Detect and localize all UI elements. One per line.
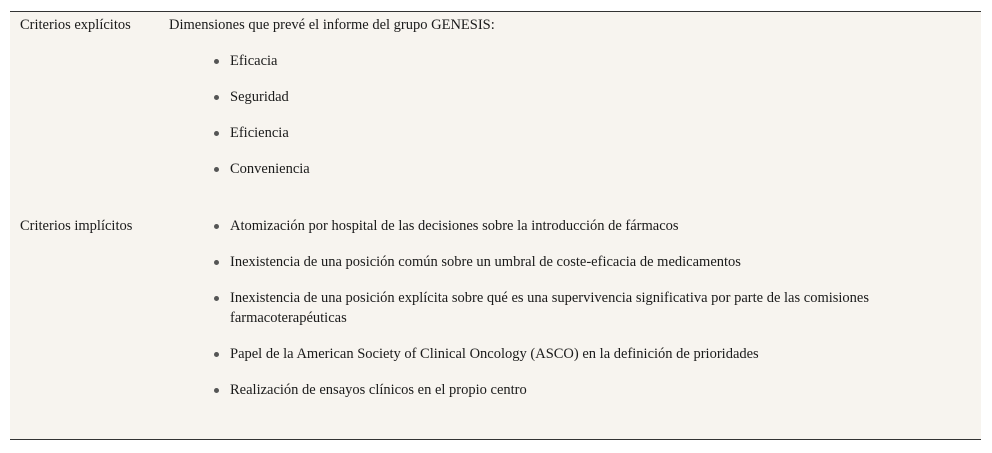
row-intro: Dimensiones que prevé el informe del grupo GENESIS: [169, 17, 495, 33]
list-item: Papel de la American Society of Clinical Oncology (ASCO) en la definición de prioridades [230, 344, 959, 364]
list-item: Inexistencia de una posición explícita sobre qué es una supervivencia significativa por parte de las comisiones farmacoterapéuticas [230, 288, 959, 328]
criteria-table [10, 11, 981, 440]
list-item: Inexistencia de una posición común sobre un umbral de coste-eficacia de medicamentos [230, 252, 959, 272]
list-item: Eficiencia [230, 123, 959, 143]
list-item: Seguridad [230, 87, 959, 107]
row-content [169, 216, 959, 416]
row-label: Criterios implícitos [20, 218, 133, 234]
list-item: Realización de ensayos clínicos en el propio centro [230, 380, 959, 400]
list-item: Atomización por hospital de las decisiones sobre la introducción de fármacos [230, 216, 959, 236]
table-row-explicit [10, 12, 981, 213]
table-row-implicit [10, 213, 981, 439]
list-item: Conveniencia [230, 159, 959, 179]
row-label: Criterios explícitos [20, 17, 131, 33]
row-content [169, 15, 959, 195]
bullet-list [169, 216, 959, 400]
list-item: Eficacia [230, 51, 959, 71]
bullet-list [169, 51, 959, 179]
